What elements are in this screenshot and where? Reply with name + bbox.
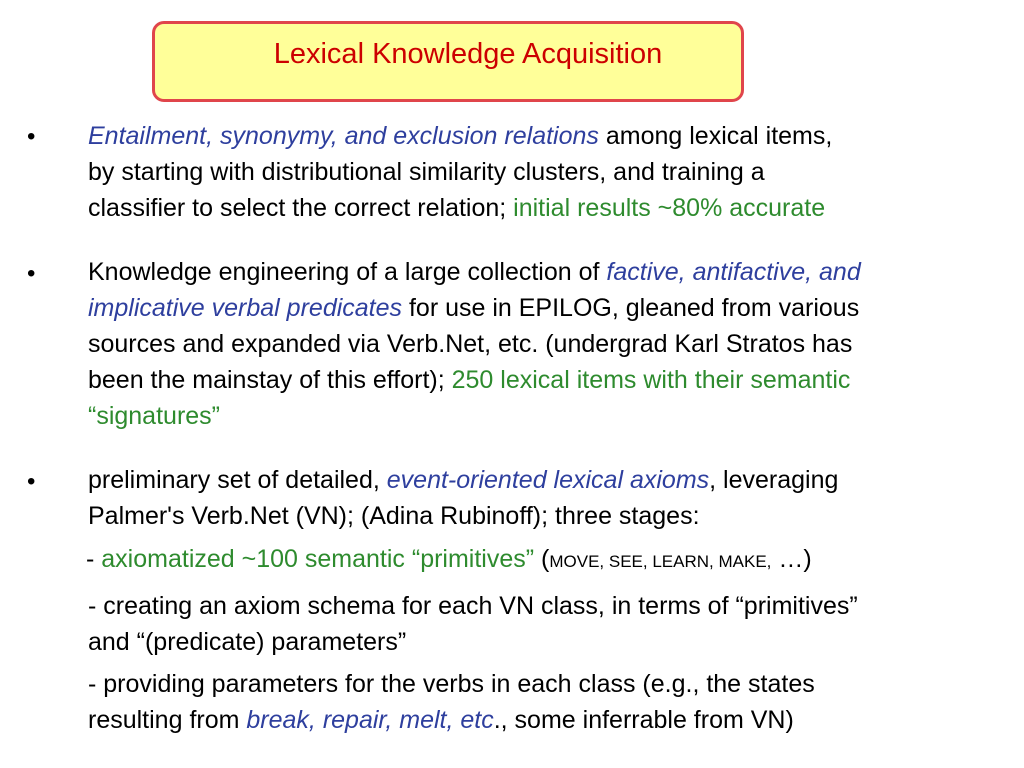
text-line — [88, 118, 1018, 154]
text-span: - creating an axiom schema for each VN class, in terms of “primitives” — [88, 592, 858, 620]
text-line — [88, 624, 1018, 660]
text-span: , leveraging — [709, 466, 839, 494]
text-span: - — [86, 545, 102, 573]
text-span: by starting with distributional similarity clusters, and training a — [88, 158, 765, 186]
result-text: axiomatized ~100 semantic “primitives” — [101, 545, 535, 573]
text-line — [88, 498, 1018, 534]
text-span: classifier to select the correct relation; — [88, 194, 514, 222]
text-span: ., some inferrable from VN) — [493, 706, 794, 734]
title-box — [152, 21, 744, 102]
small-caps-text: MOVE, SEE, LEARN, MAKE, — [549, 552, 772, 571]
text-span: Knowledge engineering of a large collection of — [88, 258, 607, 286]
text-line — [88, 326, 1018, 362]
text-span: …) — [771, 545, 812, 573]
text-span: and “(predicate) parameters” — [88, 628, 407, 656]
bullet-2-text — [88, 254, 1018, 434]
emphasis-text: implicative verbal predicates — [88, 294, 403, 322]
text-span: for use in EPILOG, gleaned from various — [402, 294, 860, 322]
text-line — [88, 702, 1018, 738]
bullet-marker: • — [27, 123, 36, 150]
slide-title: Lexical Knowledge Acquisition — [273, 38, 663, 70]
text-line — [86, 541, 1018, 580]
bullet-marker: • — [27, 468, 36, 495]
bullet-3-text — [88, 462, 1018, 738]
text-span: ( — [534, 545, 550, 573]
emphasis-text: event-oriented lexical axioms — [386, 466, 710, 494]
text-line — [88, 398, 1018, 434]
emphasis-text: factive, antifactive, and — [606, 258, 861, 286]
text-line — [88, 154, 1018, 190]
text-span: preliminary set of detailed, — [88, 466, 387, 494]
text-span: among lexical items, — [598, 122, 833, 150]
text-line — [88, 190, 1018, 226]
emphasis-text: Entailment, synonymy, and exclusion relations — [88, 122, 599, 150]
bullet-marker: • — [27, 260, 36, 287]
result-text: “signatures” — [88, 402, 220, 430]
result-text: initial results ~80% accurate — [513, 194, 826, 222]
text-line — [88, 290, 1018, 326]
text-span: Palmer's Verb.Net (VN); (Adina Rubinoff); three stages: — [88, 502, 700, 530]
text-line — [88, 588, 1018, 624]
text-span: - providing parameters for the verbs in each class (e.g., the states — [88, 670, 815, 698]
bullet-1-text — [88, 118, 1018, 226]
text-line — [88, 362, 1018, 398]
text-line — [88, 254, 1018, 290]
text-span: been the mainstay of this effort); — [88, 366, 452, 394]
text-span: sources and expanded via Verb.Net, etc. (undergrad Karl Stratos has — [88, 330, 853, 358]
text-line — [88, 666, 1018, 702]
result-text: 250 lexical items with their semantic — [451, 366, 851, 394]
text-span: resulting from — [88, 706, 247, 734]
text-line — [88, 462, 1018, 498]
emphasis-text: break, repair, melt, etc — [246, 706, 494, 734]
